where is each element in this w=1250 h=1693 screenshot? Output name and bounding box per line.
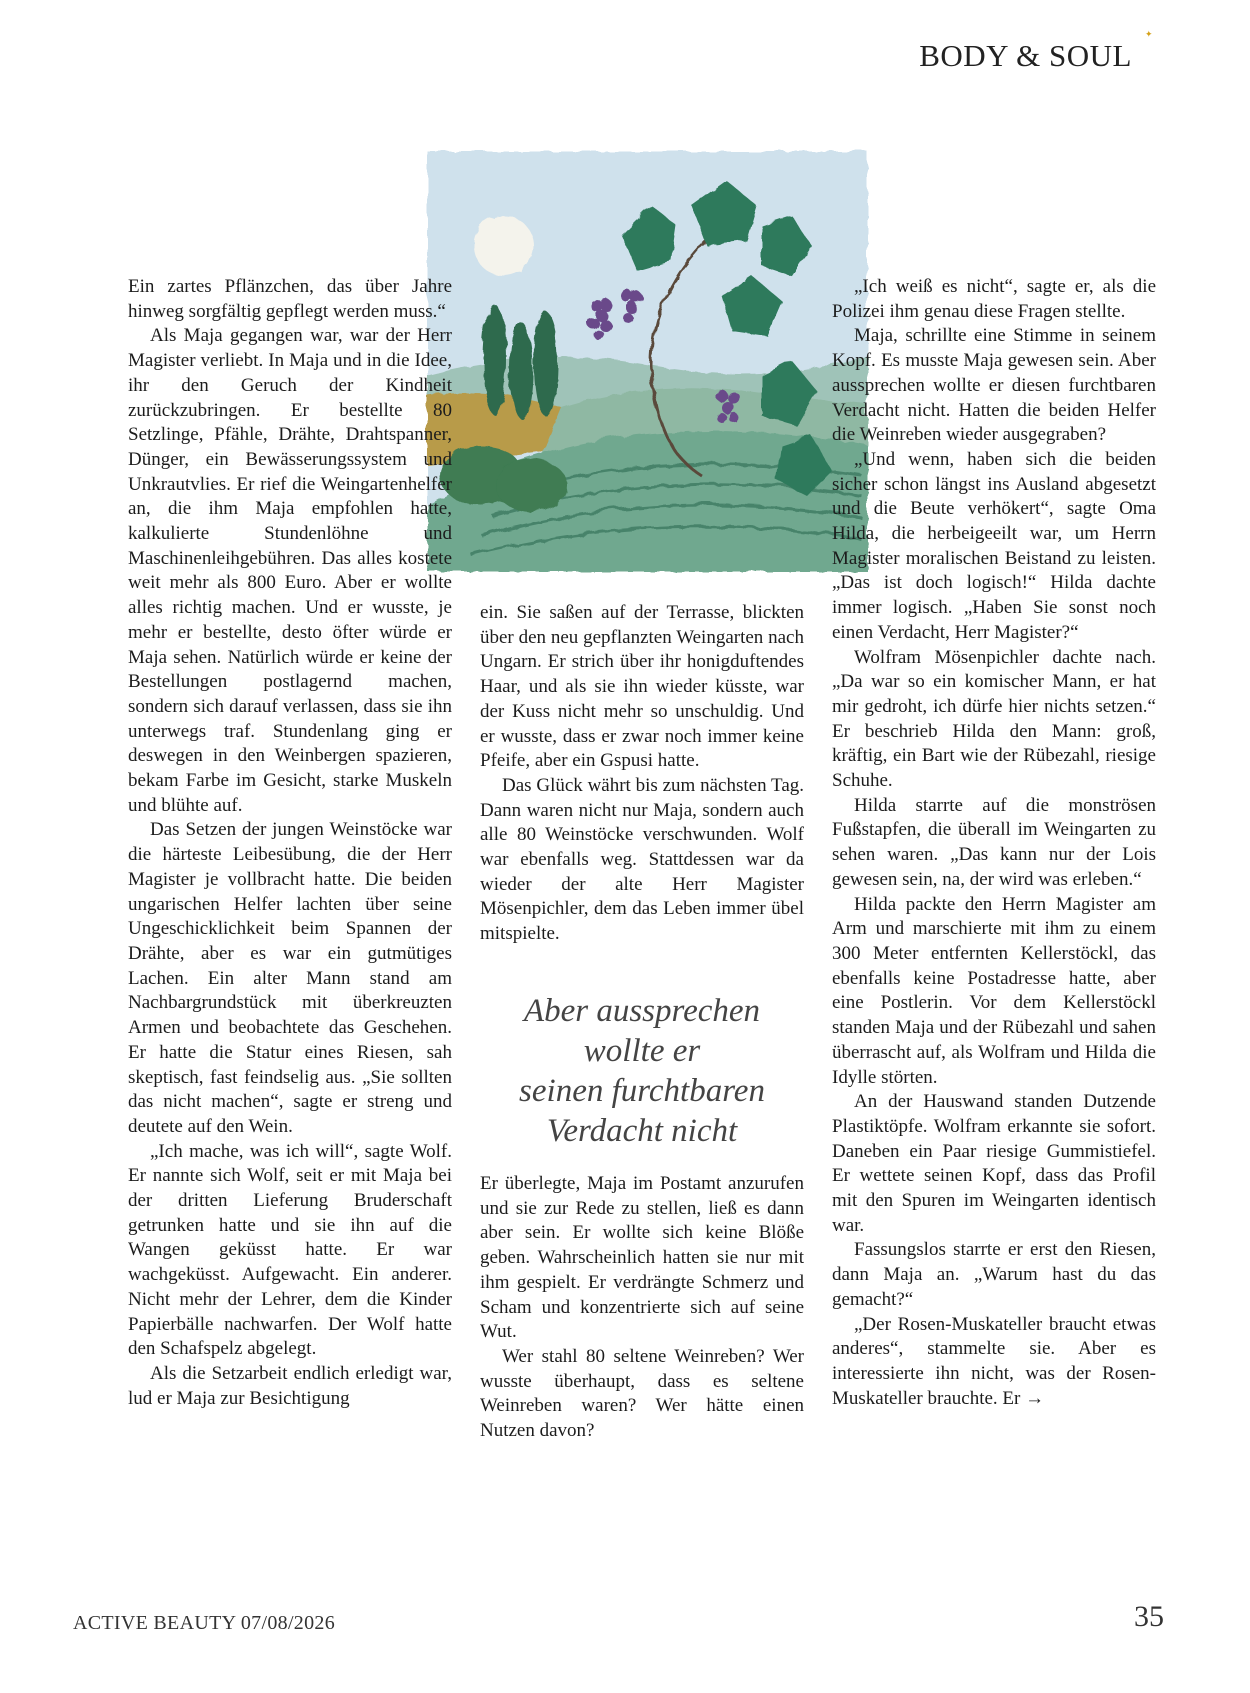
paragraph: Das Setzen der jungen Weinstöcke war die härteste Leibesübung, die der Herr Magister je vollbracht hatte. Die beiden ungarischen Helfer lachten über seine Ungeschicklichkeit beim Spannen der Drähte, aber es war ein gutmütiges Lachen. Ein alter Mann stand am Nachbargrundstück mit überkreuzten Armen und beobachtete das Geschehen. Er hatte die Statur eines Riesen, sah skeptisch, fast feindselig aus. „Sie sollten das nicht machen“, sagte er streng und deutete auf den Wein. xyxy=(128,819,452,1137)
column-middle-top xyxy=(480,601,804,947)
section-label: BODY & SOUL xyxy=(919,38,1132,73)
column-right xyxy=(832,275,1156,1411)
paragraph: Wer stahl 80 seltene Weinreben? Wer wusste überhaupt, dass es seltene Weinreben waren? Wer hätte einen Nutzen davon? xyxy=(480,1345,804,1442)
column-left xyxy=(128,275,452,1411)
paragraph: „Und wenn, haben sich die beiden sicher schon längst ins Ausland abgesetzt und die Beute verhökert“, sagte Oma Hilda, die herbeigeeilt war, um Herrn Magister moralischen Beistand zu leisten. „Das ist doch logisch!“ Hilda dachte immer logisch. „Haben Sie sonst noch einen Verdacht, Herr Magister?“ xyxy=(832,448,1156,643)
paragraph: Er überlegte, Maja im Postamt anzurufen und sie zur Rede zu stellen, ließ es dann aber sein. Er wollte sich keine Blöße geben. Wahrscheinlich hatten sie nur mit ihm gespielt. Er verdrängte Schmerz und Scham und konzentrierte sich auf seine Wut. xyxy=(480,1173,804,1343)
column-middle-bottom xyxy=(480,1172,804,1444)
pull-quote-line: wollte er xyxy=(583,1033,701,1069)
paragraph: Maja, schrillte eine Stimme in seinem Kopf. Es musste Maja gewesen sein. Aber aussprechen wollte er diesen furchtbaren Verdacht nicht. Hatten die beiden Helfer die Weinreben wieder ausgegraben? xyxy=(832,325,1156,446)
corner-mark-icon: ✦ xyxy=(1145,30,1153,40)
paragraph: Ein zartes Pflänzchen, das über Jahre hinweg sorgfältig gepflegt werden muss.“ xyxy=(128,276,452,322)
paragraph: Das Glück währt bis zum nächsten Tag. Dann waren nicht nur Maja, sondern auch alle 80 Weinstöcke verschwunden. Wolf war ebenfalls weg. Stattdessen war da wieder der alte Herr Magister Mösenpichler, dem das Leben immer übel mitspielte. xyxy=(480,774,804,945)
paragraph: Als Maja gegangen war, war der Herr Magister verliebt. In Maja und in die Idee, ihr den Geruch der Kindheit zurückzubringen. Er bestellte 80 Setzlinge, Pfähle, Drähte, Drahtspanner, Dünger, ein Bewässerungssystem und Unkrautvlies. Er rief die Weingartenhelfer an, die ihm Maja empfohlen hatte, kalkulierte Stundenlöhne und Maschinenleihgebühren. Das alles kostete weit mehr als 800 Euro. Aber er wollte alles richtig machen. Und er wusste, je mehr er bestellte, desto öfter würde er Maja sehen. Natürlich würde er keine der Bestellungen postlagernd machen, sondern sich darauf verlassen, dass sie ihn unterwegs traf. Stundenlang ging er deswegen in den Weinbergen spazieren, bekam Farbe im Gesicht, starke Muskeln und blühte auf. xyxy=(128,325,452,816)
pull-quote-line: seinen furchtbaren xyxy=(519,1073,765,1109)
paragraph: Hilda starrte auf die monströsen Fußstapfen, die überall im Weingarten zu sehen waren. „Das kann nur der Lois gewesen sein, na, der wird was erleben.“ xyxy=(832,794,1156,890)
paragraph: Fassungslos starrte er erst den Riesen, dann Maja an. „Warum hast du das gemacht?“ xyxy=(832,1239,1156,1310)
paragraph: „Ich mache, was ich will“, sagte Wolf. Er nannte sich Wolf, seit er mit Maja bei der dritten Lieferung Bruderschaft getrunken hatte und sie ihn auf die Wangen geküsst hatte. Er war wachgeküsst. Aufgewacht. Ein anderer. Nicht mehr der Lehrer, dem die Kinder Papierbälle nachwarfen. Der Wolf hatte den Schafspelz abgelegt. xyxy=(128,1140,452,1360)
paragraph: An der Hauswand standen Dutzende Plastiktöpfe. Wolfram erkannte sie sofort. Daneben ein Paar riesige Gummistiefel. Er wettete seinen Kopf, dass das Profil mit den Spuren im Weingarten identisch war. xyxy=(832,1091,1156,1236)
sun-icon xyxy=(472,214,532,274)
paragraph: „Der Rosen-Muskateller braucht etwas anderes“, stammelte sie. Aber es interessierte ihn nicht, was der Rosen-Muskateller brauchte. Er → xyxy=(832,1313,1156,1409)
paragraph: Als die Setzarbeit endlich erledigt war, lud er Maja zur Besichtigung xyxy=(128,1362,452,1409)
paragraph: Hilda packte den Herrn Magister am Arm und marschierte mit ihm zu einem 300 Meter entfernten Kellerstöckl, das ebenfalls keine Postadresse hatte, aber eine Postlerin. Vor dem Kellerstöckl standen Maja und der Rübezahl und sahen überrascht auf, als Wolfram und Hilda die Idylle störten. xyxy=(832,893,1156,1088)
paragraph: „Ich weiß es nicht“, sagte er, als die Polizei ihm genau diese Fragen stellte. xyxy=(832,276,1156,322)
vineyard-illustration xyxy=(420,144,872,576)
magazine-footer: ACTIVE BEAUTY 07/08/2026 xyxy=(73,1612,335,1634)
pull-quote xyxy=(480,991,804,1151)
pull-quote-line: Aber aussprechen xyxy=(523,993,761,1029)
paragraph: ein. Sie saßen auf der Terrasse, blickten über den neu gepflanzten Weingarten nach Ungarn. Er strich über ihr honigduftendes Haar, und als sie ihn wieder küsste, war der Kuss nicht mehr so unschuldig. Und er wusste, dass er zwar noch immer keine Pfeife, aber ein Gspusi hatte. xyxy=(480,602,804,772)
pull-quote-line: Verdacht nicht xyxy=(546,1113,738,1149)
paragraph: Wolfram Mösenpichler dachte nach. „Da war so ein komischer Mann, er hat mir gedroht, ich dürfe hier nichts setzen.“ Er beschrieb Hilda den Mann: groß, kräftig, ein Bart wie der Rübezahl, riesige Schuhe. xyxy=(832,646,1156,792)
page-number: 35 xyxy=(1134,1600,1164,1633)
